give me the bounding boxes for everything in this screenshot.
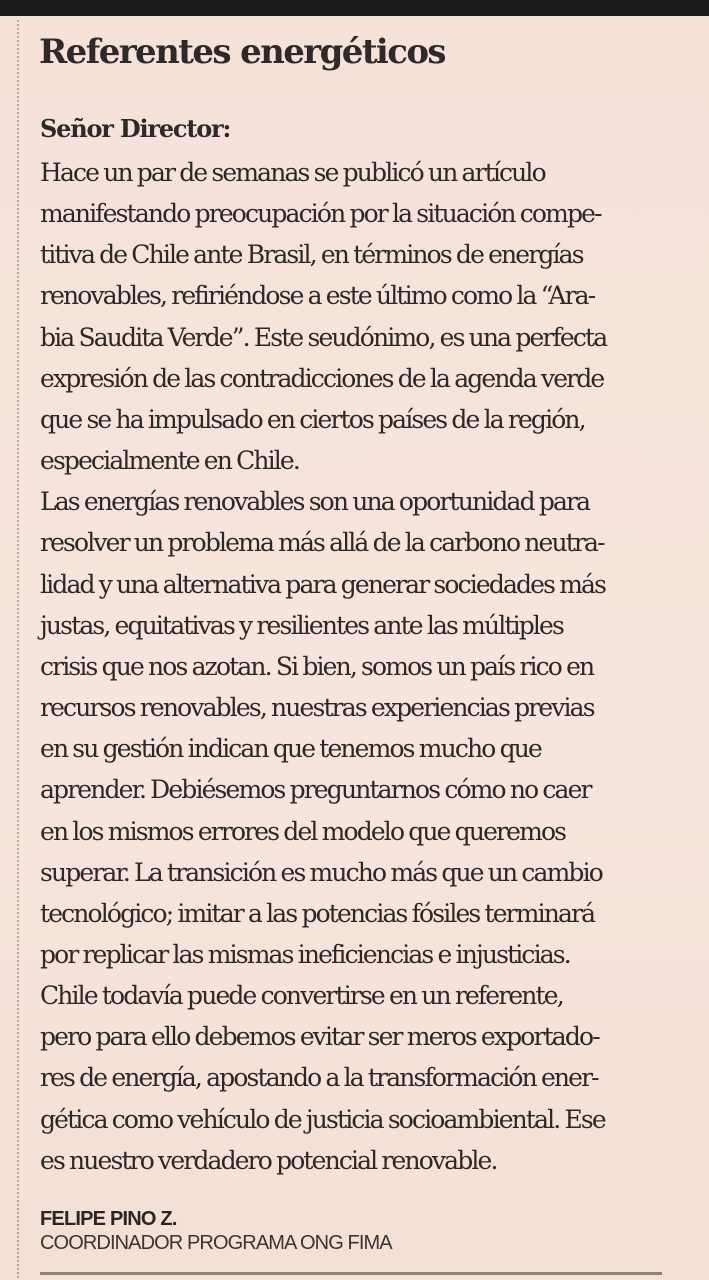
body-line: justas, equitativas y resilientes ante las múltiples (40, 610, 563, 640)
body-line: en su gestión indican que tenemos mucho que (40, 734, 541, 764)
body-line: renovables, refiriéndose a este último como la “Ara- (40, 281, 595, 311)
body-line: Hace un par de semanas se publicó un artículo (40, 158, 545, 187)
body-line: pero para ello debemos evitar ser meros exportado- (40, 1022, 599, 1052)
status-bar (0, 0, 709, 16)
author-role: COORDINADOR PROGRAMA ONG FIMA (40, 1232, 392, 1254)
body-line: es nuestro verdadero potencial renovable. (40, 1145, 497, 1175)
body-line: recursos renovables, nuestras experiencias previas (40, 693, 594, 723)
body-line: Las energías renovables son una oportunidad para (40, 487, 590, 517)
body-line: que se ha impulsado en ciertos países de la región, (40, 404, 585, 434)
body-line: tecnológico; imitar a las potencias fósiles terminará (40, 898, 595, 928)
body-line: bia Saudita Verde”. Este seudónimo, es una perfecta (40, 322, 607, 352)
body-line: gética como vehículo de justicia socioambiental. Ese (40, 1104, 605, 1134)
body-line: res de energía, apostando a la transformación ener- (40, 1063, 598, 1093)
letter-body (40, 152, 700, 1181)
bottom-divider (40, 1272, 662, 1275)
author-name: FELIPE PINO Z. (40, 1208, 177, 1230)
body-line: lidad y una alternativa para generar sociedades más (40, 569, 606, 599)
body-line: aprender. Debiésemos preguntarnos cómo no caer (40, 775, 591, 805)
body-line: titiva de Chile ante Brasil, en términos de energías (40, 240, 583, 270)
newspaper-clipping (0, 16, 709, 1280)
body-line: Chile todavía puede convertirse en un referente, (40, 981, 563, 1011)
body-line: manifestando preocupación por la situación compe- (40, 199, 601, 229)
column-divider (17, 20, 19, 1278)
body-line: en los mismos errores del modelo que queremos (40, 816, 566, 846)
salutation: Señor Director: (40, 114, 231, 143)
body-line: especialmente en Chile. (40, 446, 299, 476)
body-line: crisis que nos azotan. Si bien, somos un país rico en (40, 651, 594, 681)
body-line: resolver un problema más allá de la carbono neutra- (40, 528, 604, 558)
body-line: por replicar las mismas ineficiencias e injusticias. (40, 939, 570, 969)
body-line: expresión de las contradicciones de la agenda verde (40, 363, 604, 393)
article-title: Referentes energéticos (39, 32, 445, 72)
body-line: superar. La transición es mucho más que un cambio (40, 857, 602, 887)
